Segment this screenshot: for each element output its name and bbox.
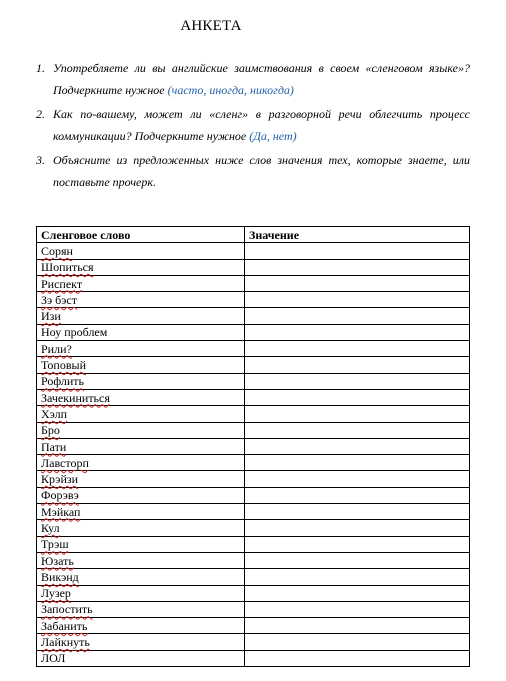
slang-word: Сорян <box>41 243 73 258</box>
question-prompt: Объясните из предложенных ниже слов значения тех, которые знаете, или поставьте прочерк. <box>53 153 470 189</box>
meaning-cell[interactable] <box>245 634 470 650</box>
meaning-cell[interactable] <box>245 292 470 308</box>
column-header-word: Сленговое слово <box>37 227 245 243</box>
meaning-cell[interactable] <box>245 275 470 291</box>
meaning-cell[interactable] <box>245 324 470 340</box>
question-prompt: Употребляете ли вы английские заимствования в своем «сленговом языке»? Подчеркните нужное <box>53 61 470 97</box>
slang-word: Зэ бэст <box>41 292 77 307</box>
column-header-meaning: Значение <box>245 227 470 243</box>
question-1 <box>36 57 470 101</box>
slang-word: Викэнд <box>41 569 79 584</box>
slang-word-cell <box>37 292 245 308</box>
slang-word-cell <box>37 389 245 405</box>
table-header-row <box>37 227 470 243</box>
table-row <box>37 438 470 454</box>
meaning-cell[interactable] <box>245 569 470 585</box>
slang-word: Риспект <box>41 276 83 291</box>
meaning-cell[interactable] <box>245 259 470 275</box>
meaning-cell[interactable] <box>245 243 470 259</box>
meaning-cell[interactable] <box>245 422 470 438</box>
slang-word-cell <box>37 504 245 520</box>
table-row <box>37 406 470 422</box>
slang-word: Лавсторп <box>41 455 89 470</box>
slang-word-cell <box>37 406 245 422</box>
slang-word: Ноу проблем <box>41 325 108 340</box>
slang-word-cell <box>37 422 245 438</box>
slang-word-cell <box>37 471 245 487</box>
meaning-cell[interactable] <box>245 504 470 520</box>
slang-word: Топовый <box>41 358 86 373</box>
slang-word: Лайкнуть <box>41 635 90 650</box>
meaning-cell[interactable] <box>245 341 470 357</box>
table-row <box>37 552 470 568</box>
slang-word-cell <box>37 618 245 634</box>
slang-word: Лузер <box>41 586 71 601</box>
slang-word: Крэйзи <box>41 472 79 487</box>
table-row <box>37 634 470 650</box>
meaning-cell[interactable] <box>245 618 470 634</box>
meaning-cell[interactable] <box>245 536 470 552</box>
table-row <box>37 504 470 520</box>
slang-word-cell <box>37 259 245 275</box>
table-row <box>37 536 470 552</box>
slang-word: ЛОЛ <box>41 651 66 666</box>
question-text <box>53 149 470 193</box>
question-number: 1. <box>36 61 45 75</box>
meaning-cell[interactable] <box>245 487 470 503</box>
meaning-cell[interactable] <box>245 455 470 471</box>
table-row <box>37 373 470 389</box>
slang-word-cell <box>37 308 245 324</box>
slang-word-cell <box>37 650 245 666</box>
slang-word: Кул <box>41 520 60 535</box>
meaning-cell[interactable] <box>245 552 470 568</box>
slang-word-cell <box>37 324 245 340</box>
slang-word-cell <box>37 536 245 552</box>
slang-word-cell <box>37 373 245 389</box>
question-prompt: Как по-вашему, может ли «сленг» в разговорной речи облегчить процесс коммуникации? Подчеркните нужное <box>53 107 470 143</box>
slang-word-cell <box>37 634 245 650</box>
table-row <box>37 259 470 275</box>
table-row <box>37 357 470 373</box>
meaning-cell[interactable] <box>245 308 470 324</box>
slang-word: Рофлить <box>41 374 84 389</box>
meaning-cell[interactable] <box>245 357 470 373</box>
slang-word: Забанить <box>41 618 88 633</box>
table-row <box>37 618 470 634</box>
question-3 <box>36 149 470 193</box>
table-row <box>37 275 470 291</box>
meaning-cell[interactable] <box>245 520 470 536</box>
table-row <box>37 471 470 487</box>
meaning-cell[interactable] <box>245 585 470 601</box>
table-row <box>37 308 470 324</box>
slang-word-cell <box>37 357 245 373</box>
slang-word-cell <box>37 520 245 536</box>
slang-word: Трэш <box>41 537 69 552</box>
meaning-cell[interactable] <box>245 471 470 487</box>
table-row <box>37 601 470 617</box>
answer-options: (часто, иногда, никогда) <box>167 83 294 97</box>
slang-word-cell <box>37 569 245 585</box>
table-row <box>37 243 470 259</box>
question-number: 3. <box>36 153 45 167</box>
table-row <box>37 487 470 503</box>
slang-word: Шопиться <box>41 260 94 275</box>
question-text <box>53 57 470 101</box>
slang-word-cell <box>37 585 245 601</box>
question-text <box>53 103 470 147</box>
meaning-cell[interactable] <box>245 650 470 666</box>
question-2 <box>36 103 470 147</box>
table-row <box>37 324 470 340</box>
document-title: АНКЕТА <box>180 18 242 34</box>
slang-word: Пати <box>41 439 67 454</box>
slang-word: Рили? <box>41 341 72 356</box>
slang-word: Юзать <box>41 553 74 568</box>
meaning-cell[interactable] <box>245 389 470 405</box>
slang-word-cell <box>37 455 245 471</box>
slang-word: Бро <box>41 423 60 438</box>
table-row <box>37 585 470 601</box>
question-list <box>36 57 470 195</box>
slang-word: Форэвэ <box>41 488 79 503</box>
slang-word-cell <box>37 601 245 617</box>
slang-word: Зачекиниться <box>41 390 110 405</box>
slang-word-cell <box>37 487 245 503</box>
answer-options: (Да, нет) <box>249 129 297 143</box>
meaning-cell[interactable] <box>245 438 470 454</box>
meaning-cell[interactable] <box>245 601 470 617</box>
meaning-cell[interactable] <box>245 406 470 422</box>
slang-word: Запостить <box>41 602 93 617</box>
table-row <box>37 455 470 471</box>
slang-word-cell <box>37 243 245 259</box>
meaning-cell[interactable] <box>245 373 470 389</box>
table-row <box>37 520 470 536</box>
slang-word-cell <box>37 341 245 357</box>
slang-word: Изи <box>41 309 61 324</box>
slang-word: Хэлп <box>41 406 68 421</box>
slang-word-cell <box>37 552 245 568</box>
table-row <box>37 569 470 585</box>
question-number: 2. <box>36 107 45 121</box>
slang-table <box>36 226 470 667</box>
table-row <box>37 389 470 405</box>
slang-word-cell <box>37 438 245 454</box>
slang-word-cell <box>37 275 245 291</box>
table-row <box>37 341 470 357</box>
table-row <box>37 650 470 666</box>
table-row <box>37 292 470 308</box>
table-row <box>37 422 470 438</box>
slang-word: Мэйкап <box>41 504 81 519</box>
